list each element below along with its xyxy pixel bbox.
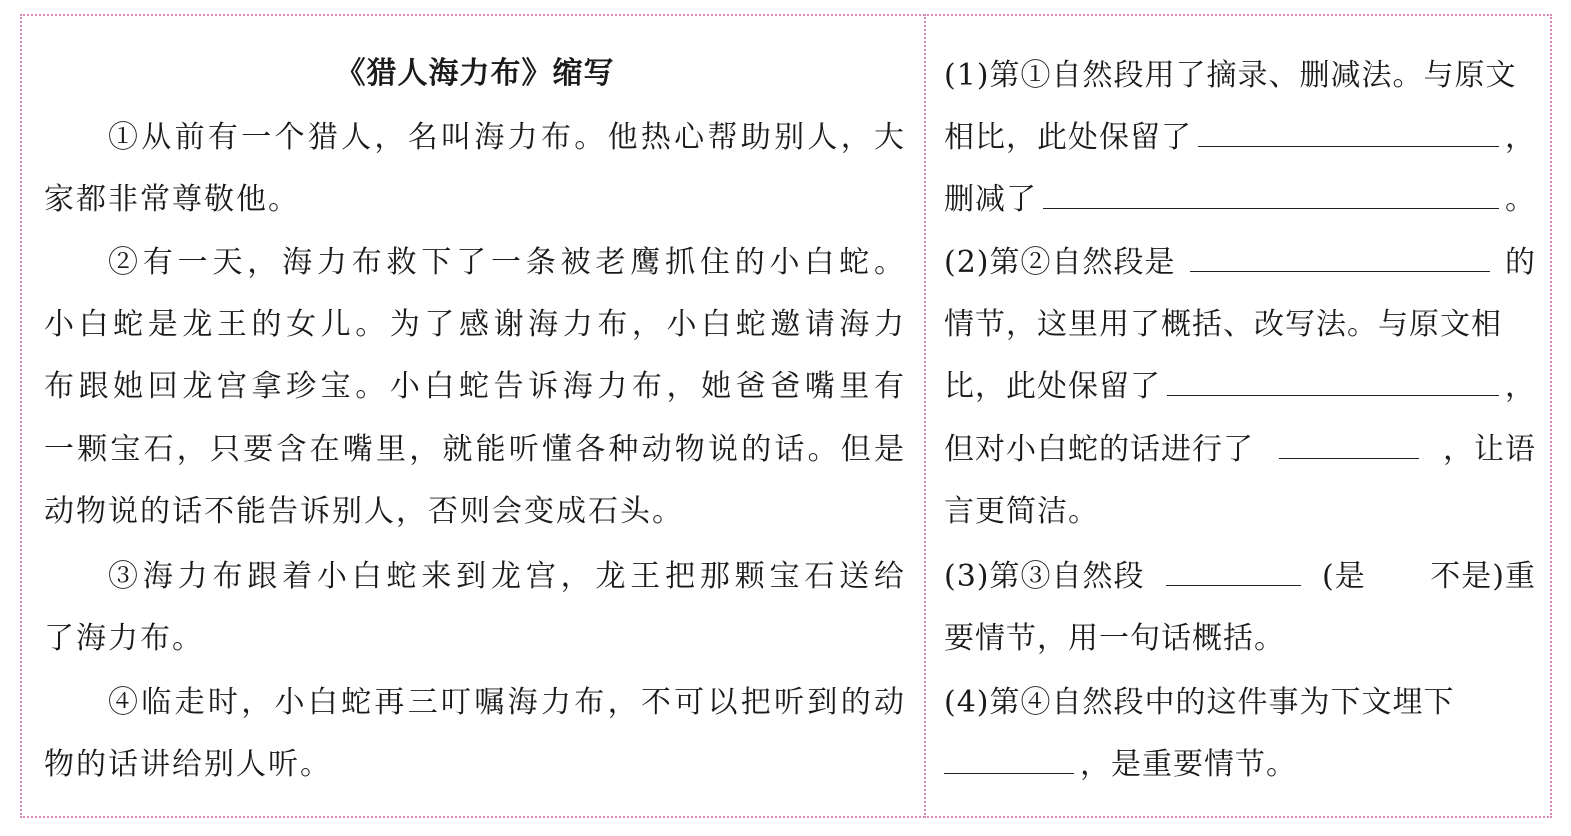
question-3-label: (3)第③自然段 [944,559,1145,594]
story-line: 物的话讲给别人听。 [44,747,332,782]
story-line: ①从前有一个猎人，名叫海力布。他热心帮助别人，大 [108,120,906,155]
story-line: 小白蛇是龙王的女儿。为了感谢海力布，小白蛇邀请海力 [44,307,906,342]
answer-blank-method[interactable] [1279,428,1419,459]
question-4-row [944,743,1536,787]
punctuation: ， [1505,369,1536,404]
punctuation: 。 [1505,182,1536,217]
question-2-suffix: 的 [1505,245,1536,280]
question-2-method-suffix: ，让语 [1443,432,1536,467]
story-line: ②有一天，海力布救下了一条被老鹰抓住的小白蛇。 [108,245,906,280]
answer-blank-deleted[interactable] [1043,178,1499,209]
question-1-retained-label: 相比，此处保留了 [944,120,1192,155]
story-line: 了海力布。 [44,621,204,656]
question-1-deleted-label: 删减了 [944,182,1037,217]
story-line: ④临走时，小白蛇再三叮嘱海力布，不可以把听到的动 [108,685,906,720]
question-1-retained-row [944,116,1536,160]
option-yes: (是 [1322,559,1366,594]
question-4-text: (4)第④自然段中的这件事为下文埋下 [944,685,1455,720]
question-2-label: (2)第②自然段是 [944,245,1176,280]
question-2-text: 情节，这里用了概括、改写法。与原文相 [944,307,1502,342]
answer-blank-plot[interactable] [1190,241,1490,272]
story-line: 布跟她回龙宫拿珍宝。小白蛇告诉海力布，她爸爸嘴里有 [44,369,906,404]
story-line: 动物说的话不能告诉别人，否则会变成石头。 [44,494,684,529]
question-1-text: (1)第①自然段用了摘录、删减法。与原文 [944,58,1517,93]
question-2-method-label: 但对小白蛇的话进行了 [944,432,1254,467]
answer-blank-yes-no[interactable] [1166,555,1301,586]
question-4-suffix: ，是重要情节。 [1080,747,1297,782]
answer-blank-retained[interactable] [1198,116,1499,147]
story-title: 《猎人海力布》缩写 [335,56,615,91]
answer-blank-retained-2[interactable] [1167,365,1499,396]
answer-blank-foreshadow[interactable] [944,743,1074,774]
story-line: ③海力布跟着小白蛇来到龙宫，龙王把那颗宝石送给 [108,559,906,594]
punctuation: ， [1505,120,1536,155]
column-divider [924,14,926,818]
question-2-retained-row [944,365,1536,409]
question-3-text: 要情节，用一句话概括。 [944,621,1285,656]
question-3-row [944,555,1536,599]
question-2-retained-label: 比，此处保留了 [944,369,1161,404]
option-no: 不是)重 [1430,559,1536,594]
question-2-method-row [944,428,1536,472]
story-line: 一颗宝石，只要含在嘴里，就能听懂各种动物说的话。但是 [44,432,906,467]
question-2-text-end: 言更简洁。 [944,494,1099,529]
question-2-row [944,241,1536,285]
story-line: 家都非常尊敬他。 [44,182,300,217]
question-1-deleted-row [944,178,1536,222]
